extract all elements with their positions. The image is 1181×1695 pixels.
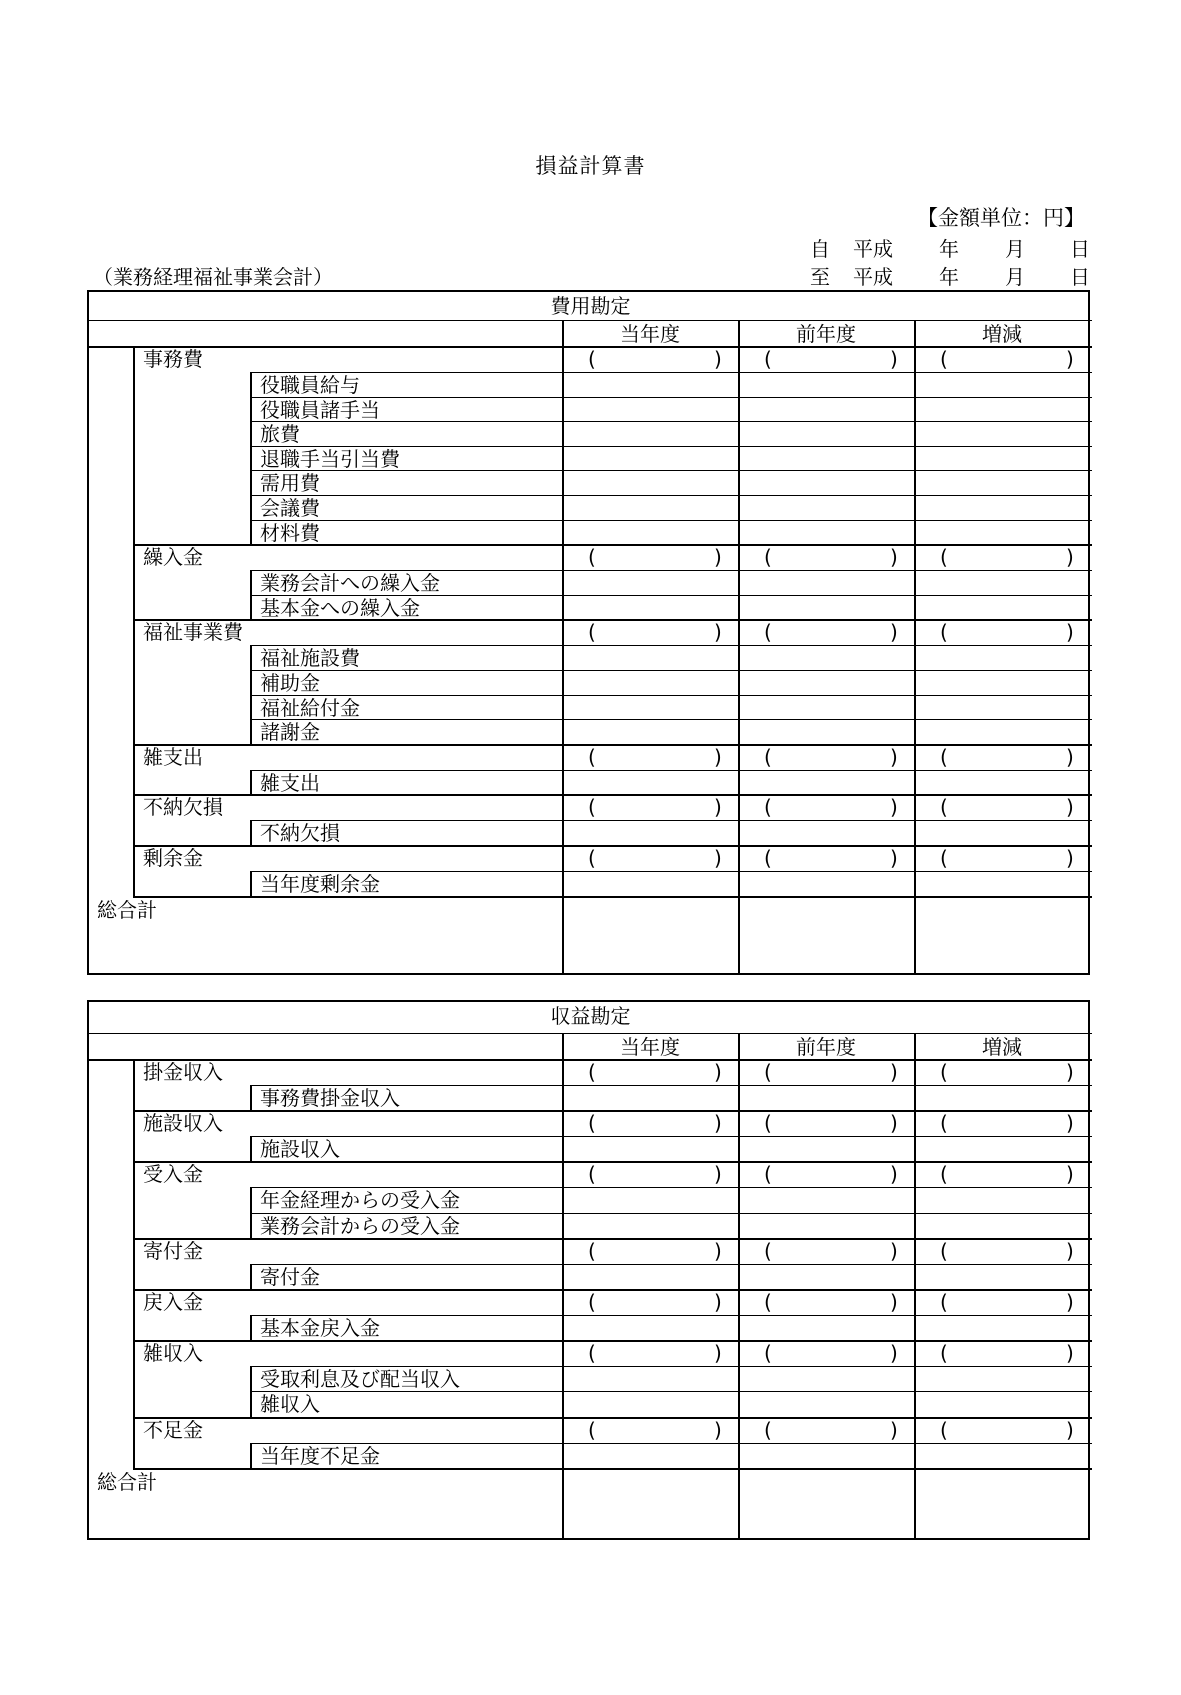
paren-close: ) — [714, 846, 722, 870]
paren-close: ) — [714, 1111, 722, 1136]
paren-open: ( — [940, 1290, 948, 1314]
period-from-year: 年 — [939, 237, 959, 261]
grid-line — [250, 570, 252, 619]
paren-open: ( — [764, 846, 772, 870]
paren-open: ( — [588, 347, 596, 371]
group-name: 繰入金 — [143, 545, 203, 570]
accounting-unit-label: （業務経理福祉事業会計） — [93, 265, 333, 289]
period-from-day: 日 — [1070, 237, 1090, 261]
paren-close: ) — [1066, 545, 1074, 570]
column-header-3: 増減 — [982, 1035, 1022, 1059]
grid-line — [133, 346, 135, 896]
paren-open: ( — [764, 347, 772, 371]
line-item: 当年度不足金 — [260, 1443, 380, 1468]
period-to-day: 日 — [1070, 265, 1090, 289]
period-to-year: 年 — [939, 265, 959, 289]
grid-line — [250, 495, 1092, 496]
paren-open: ( — [588, 1341, 596, 1366]
period-from-month: 月 — [1005, 237, 1025, 261]
paren-open: ( — [940, 744, 948, 769]
line-item: 材料費 — [260, 520, 320, 545]
paren-open: ( — [764, 1290, 772, 1314]
paren-open: ( — [764, 545, 772, 570]
paren-close: ) — [890, 744, 898, 769]
grid-line — [133, 794, 1092, 796]
grid-line — [250, 1264, 1092, 1265]
grid-line — [250, 719, 1092, 720]
paren-open: ( — [588, 620, 596, 645]
paren-close: ) — [890, 1238, 898, 1263]
paren-close: ) — [714, 1060, 722, 1084]
group-name: 事務費 — [143, 347, 203, 371]
grid-line — [914, 1033, 916, 1538]
grid-line — [250, 820, 252, 845]
paren-open: ( — [588, 744, 596, 769]
paren-close: ) — [890, 347, 898, 371]
grid-line — [250, 1264, 252, 1289]
period-to-prefix: 至 — [810, 265, 830, 289]
section-title: 費用勘定 — [550, 294, 631, 318]
paren-close: ) — [1066, 1238, 1074, 1263]
paren-open: ( — [940, 620, 948, 645]
paren-open: ( — [588, 545, 596, 570]
group-name: 施設収入 — [143, 1111, 223, 1136]
paren-close: ) — [1066, 1111, 1074, 1136]
line-item: 雑支出 — [260, 770, 320, 795]
grid-line — [133, 845, 1092, 847]
paren-open: ( — [764, 744, 772, 769]
grid-line — [250, 1443, 252, 1468]
paren-close: ) — [714, 1417, 722, 1442]
grid-line — [250, 1315, 252, 1340]
column-header-3: 増減 — [982, 322, 1022, 346]
paren-close: ) — [1066, 1060, 1074, 1084]
grid-line — [250, 1187, 252, 1237]
grid-line — [738, 1033, 740, 1538]
grid-line — [133, 619, 1092, 621]
grid-line — [133, 1059, 135, 1468]
line-item: 退職手当引当費 — [260, 446, 400, 471]
paren-open: ( — [764, 1341, 772, 1366]
line-item: 福祉施設費 — [260, 646, 360, 671]
paren-close: ) — [890, 1060, 898, 1084]
grid-line — [250, 820, 1092, 821]
paren-open: ( — [940, 1417, 948, 1442]
paren-close: ) — [1066, 347, 1074, 371]
column-header-2: 前年度 — [796, 322, 856, 346]
paren-open: ( — [940, 795, 948, 820]
grid-line — [133, 896, 1092, 898]
section-title: 収益勘定 — [550, 1004, 631, 1028]
line-item: 補助金 — [260, 671, 320, 695]
paren-close: ) — [714, 1290, 722, 1314]
paren-open: ( — [764, 1417, 772, 1442]
grid-line — [250, 645, 252, 743]
group-name: 寄付金 — [143, 1238, 203, 1263]
paren-close: ) — [890, 545, 898, 570]
line-item: 需用費 — [260, 471, 320, 496]
paren-open: ( — [940, 1162, 948, 1187]
grid-line — [250, 1366, 252, 1416]
group-name: 掛金収入 — [143, 1060, 223, 1084]
group-name: 戻入金 — [143, 1290, 203, 1314]
expense-table — [87, 290, 1090, 975]
paren-close: ) — [1066, 1417, 1074, 1442]
grid-line — [133, 1340, 1092, 1342]
paren-close: ) — [890, 620, 898, 645]
paren-close: ) — [714, 795, 722, 820]
group-name: 福祉事業費 — [143, 620, 243, 645]
line-item: 会議費 — [260, 496, 320, 520]
paren-close: ) — [714, 744, 722, 769]
paren-close: ) — [890, 1341, 898, 1366]
paren-open: ( — [940, 1060, 948, 1084]
line-item: 基本金への繰入金 — [260, 595, 420, 620]
grid-line — [250, 670, 1092, 671]
paren-close: ) — [890, 1111, 898, 1136]
grand-total-label: 総合計 — [97, 897, 157, 922]
grid-line — [133, 1238, 1092, 1240]
paren-close: ) — [890, 846, 898, 870]
line-item: 福祉給付金 — [260, 695, 360, 720]
grid-line — [133, 1417, 1092, 1419]
paren-open: ( — [940, 1111, 948, 1136]
paren-open: ( — [588, 1111, 596, 1136]
paren-open: ( — [940, 347, 948, 371]
line-item: 役職員諸手当 — [260, 397, 380, 422]
period-to-month: 月 — [1005, 265, 1025, 289]
line-item: 寄付金 — [260, 1264, 320, 1289]
group-name: 受入金 — [143, 1162, 203, 1187]
grid-line — [133, 1289, 1092, 1291]
paren-open: ( — [764, 1162, 772, 1187]
line-item: 基本金戻入金 — [260, 1316, 380, 1340]
line-item: 旅費 — [260, 422, 300, 447]
grid-line — [133, 1161, 1092, 1163]
income-table — [87, 1000, 1090, 1540]
group-name: 雑収入 — [143, 1341, 203, 1366]
paren-close: ) — [890, 1162, 898, 1187]
grid-line — [133, 744, 1092, 746]
grid-line — [250, 645, 1092, 646]
grid-line — [250, 770, 1092, 771]
column-header-1: 当年度 — [620, 1035, 680, 1059]
line-item: 諸謝金 — [260, 720, 320, 745]
grid-line — [250, 470, 1092, 471]
paren-close: ) — [714, 1162, 722, 1187]
paren-open: ( — [764, 1060, 772, 1084]
grid-line — [133, 1468, 1092, 1470]
grand-total-label: 総合計 — [97, 1469, 157, 1494]
paren-close: ) — [714, 1238, 722, 1263]
grid-line — [250, 421, 1092, 422]
paren-close: ) — [1066, 846, 1074, 870]
grid-line — [89, 320, 1092, 321]
grid-line — [89, 1033, 1092, 1034]
paren-open: ( — [588, 1060, 596, 1084]
paren-close: ) — [714, 347, 722, 371]
line-item: 年金経理からの受入金 — [260, 1188, 460, 1213]
line-item: 当年度剰余金 — [260, 872, 380, 896]
paren-close: ) — [1066, 620, 1074, 645]
line-item: 業務会計からの受入金 — [260, 1213, 460, 1238]
grid-line — [133, 544, 1092, 546]
paren-close: ) — [890, 1290, 898, 1314]
document-title: 損益計算書 — [535, 154, 646, 178]
paren-open: ( — [764, 1111, 772, 1136]
line-item: 施設収入 — [260, 1137, 340, 1162]
grid-line — [250, 1391, 1092, 1392]
grid-line — [133, 1110, 1092, 1112]
line-item: 役職員給与 — [260, 373, 360, 397]
line-item: 業務会計への繰入金 — [260, 571, 440, 596]
grid-line — [250, 770, 252, 795]
paren-open: ( — [764, 795, 772, 820]
paren-open: ( — [588, 1290, 596, 1314]
line-item: 受取利息及び配当収入 — [260, 1367, 460, 1392]
paren-open: ( — [588, 1417, 596, 1442]
paren-close: ) — [714, 1341, 722, 1366]
line-item: 不納欠損 — [260, 821, 340, 846]
paren-close: ) — [1066, 1341, 1074, 1366]
grid-line — [250, 1085, 252, 1110]
grid-line — [250, 372, 252, 544]
paren-close: ) — [1066, 795, 1074, 820]
grid-line — [914, 320, 916, 973]
paren-close: ) — [714, 620, 722, 645]
paren-open: ( — [940, 1238, 948, 1263]
paren-open: ( — [588, 846, 596, 870]
period-from-prefix: 自 — [810, 237, 830, 261]
paren-open: ( — [940, 1341, 948, 1366]
column-header-2: 前年度 — [796, 1035, 856, 1059]
paren-open: ( — [764, 620, 772, 645]
column-header-1: 当年度 — [620, 322, 680, 346]
paren-open: ( — [588, 1162, 596, 1187]
paren-open: ( — [940, 846, 948, 870]
paren-close: ) — [1066, 1162, 1074, 1187]
paren-close: ) — [1066, 1290, 1074, 1314]
group-name: 不納欠損 — [143, 795, 223, 820]
line-item: 事務費掛金収入 — [260, 1086, 400, 1110]
grid-line — [250, 871, 252, 896]
grid-line — [562, 320, 564, 973]
group-name: 雑支出 — [143, 744, 203, 769]
period-to-era: 平成 — [853, 265, 893, 289]
paren-close: ) — [714, 545, 722, 570]
grid-line — [250, 1136, 252, 1161]
paren-close: ) — [890, 795, 898, 820]
paren-open: ( — [764, 1238, 772, 1263]
group-name: 剰余金 — [143, 846, 203, 870]
grid-line — [250, 372, 1092, 373]
paren-open: ( — [588, 1238, 596, 1263]
grid-line — [250, 520, 1092, 521]
line-item: 雑収入 — [260, 1392, 320, 1417]
grid-line — [250, 1136, 1092, 1137]
paren-close: ) — [890, 1417, 898, 1442]
grid-line — [562, 1033, 564, 1538]
paren-open: ( — [940, 545, 948, 570]
period-from-era: 平成 — [853, 237, 893, 261]
grid-line — [250, 695, 1092, 696]
amount-unit-label: 【金額単位：円】 — [917, 206, 1085, 230]
grid-line — [738, 320, 740, 973]
paren-close: ) — [1066, 744, 1074, 769]
paren-open: ( — [588, 795, 596, 820]
group-name: 不足金 — [143, 1417, 203, 1442]
